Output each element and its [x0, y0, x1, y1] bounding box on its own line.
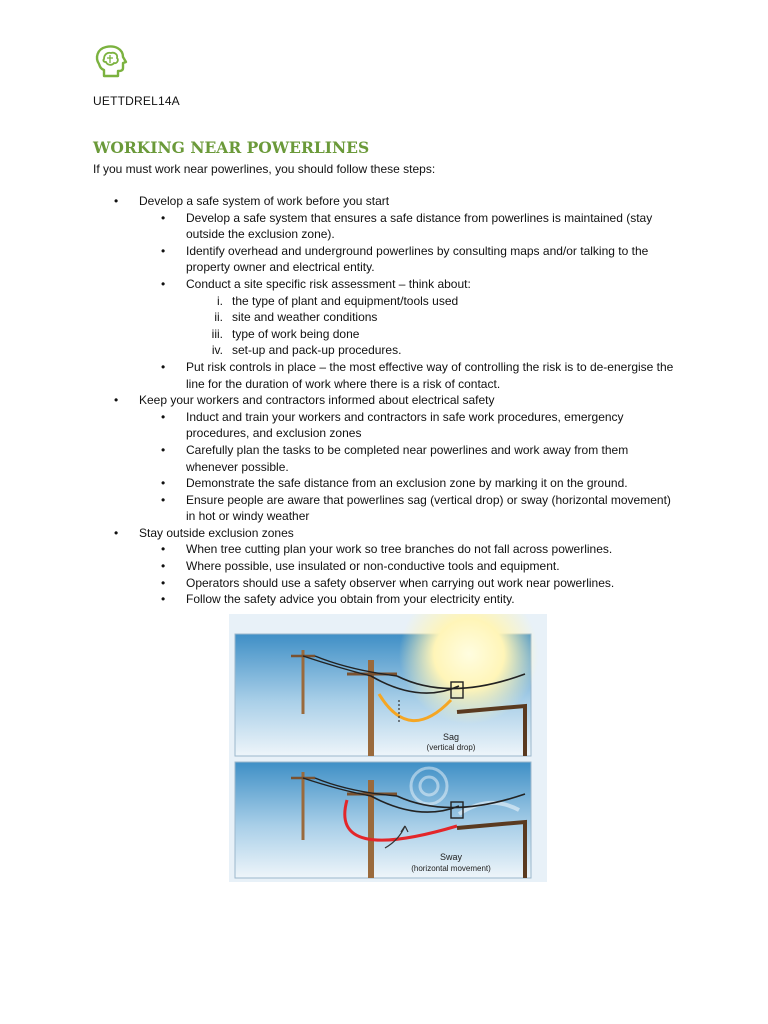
sag-sublabel: (vertical drop) [426, 743, 476, 752]
step-text: Induct and train your workers and contractors in safe work procedures, emergency procedures, and exclusion zones [186, 409, 624, 441]
bullet-icon: • [114, 194, 119, 208]
list-item [93, 475, 683, 492]
list-item [93, 359, 683, 392]
list-item [93, 342, 683, 359]
document-code: UETTDREL14A [93, 94, 180, 108]
sway-label: Sway [439, 852, 463, 862]
sag-panel [235, 614, 539, 756]
step-text: the type of plant and equipment/tools used [232, 293, 459, 308]
list-item [93, 193, 683, 210]
list-item [93, 309, 683, 326]
list-item [93, 541, 683, 558]
list-item [93, 409, 683, 442]
list-item [93, 293, 683, 310]
sway-panel [235, 762, 531, 878]
bullet-icon: • [161, 542, 166, 557]
list-item [93, 575, 683, 592]
brain-head-logo-icon [93, 44, 131, 78]
step-text: Where possible, use insulated or non-conductive tools and equipment. [186, 559, 560, 574]
bullet-icon: • [114, 393, 119, 408]
list-numeral: i. [217, 293, 223, 308]
step-text: Put risk controls in place – the most effective way of controlling the risk is to de-energise the line for the duration of work where there is a risk of contact. [186, 359, 674, 391]
section-heading: Develop a safe system of work before you start [139, 194, 390, 208]
section-heading: Keep your workers and contractors informed about electrical safety [139, 393, 495, 408]
page-title: WORKING NEAR POWERLINES [93, 138, 370, 157]
bullet-icon: • [161, 476, 166, 491]
list-item [93, 591, 683, 608]
bullet-icon: • [161, 210, 166, 225]
step-text: Demonstrate the safe distance from an exclusion zone by marking it on the ground. [186, 476, 628, 491]
bullet-icon: • [161, 276, 166, 291]
list-numeral: iv. [211, 343, 223, 358]
step-text: Conduct a site specific risk assessment – think about: [186, 276, 471, 291]
step-text: Operators should use a safety observer when carrying out work near powerlines. [186, 575, 615, 590]
bullet-icon: • [161, 359, 166, 374]
sag-label: Sag [442, 732, 460, 742]
list-item [93, 243, 683, 276]
step-text: Develop a safe system that ensures a safe distance from powerlines is maintained (stay outside the exclusion zone). [186, 210, 653, 242]
step-text: Identify overhead and underground powerlines by consulting maps and/or talking to the property owner and electrical entity. [186, 243, 649, 275]
list-item [93, 442, 683, 475]
list-item [93, 392, 683, 409]
list-item [93, 492, 683, 525]
intro-text: If you must work near powerlines, you should follow these steps: [93, 162, 436, 176]
list-item [93, 276, 683, 293]
bullet-icon: • [161, 442, 166, 457]
step-text: set-up and pack-up procedures. [232, 343, 402, 358]
steps-list [93, 193, 683, 608]
step-text: Carefully plan the tasks to be completed near powerlines and work away from them whenever possible. [186, 442, 629, 474]
bullet-icon: • [161, 559, 166, 574]
list-item [93, 525, 683, 542]
bullet-icon: • [114, 525, 119, 540]
list-item [93, 558, 683, 575]
powerline-sag-sway-illustration [229, 614, 547, 882]
bullet-icon: • [161, 592, 166, 607]
step-text: type of work being done [232, 326, 360, 341]
sway-sublabel: (horizontal movement) [411, 864, 491, 873]
list-numeral: ii. [214, 310, 223, 325]
step-text: site and weather conditions [232, 310, 378, 325]
bullet-icon: • [161, 492, 166, 507]
step-text: When tree cutting plan your work so tree branches do not fall across powerlines. [186, 542, 613, 557]
bullet-icon: • [161, 243, 166, 258]
section-heading: Stay outside exclusion zones [139, 525, 294, 540]
bullet-icon: • [161, 409, 166, 424]
list-item [93, 210, 683, 243]
bullet-icon: • [161, 575, 166, 590]
list-item [93, 326, 683, 343]
step-text: Ensure people are aware that powerlines sag (vertical drop) or sway (horizontal movement) in hot or windy weather [186, 492, 671, 524]
step-text: Follow the safety advice you obtain from your electricity entity. [186, 592, 515, 607]
list-numeral: iii. [211, 326, 223, 341]
